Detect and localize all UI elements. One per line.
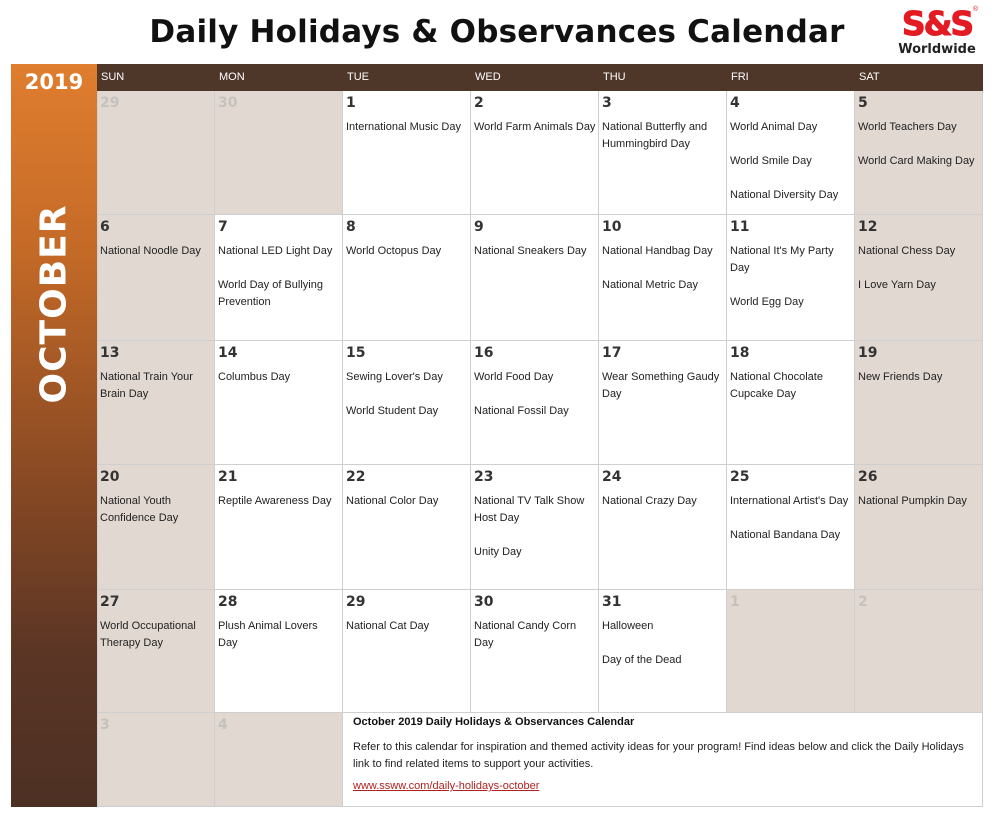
event-item: National Candy Corn Day: [474, 620, 577, 649]
day-number: 25: [730, 469, 750, 485]
event-item: World Food Day: [474, 371, 554, 383]
calendar-day-cell: [855, 465, 983, 590]
day-number: 29: [100, 95, 120, 111]
info-description: Refer to this calendar for inspiration and themed activity ideas for your program! Find ideas below and click the Daily Holidays link to find related items to support your activities.: [353, 741, 964, 770]
day-number: 17: [602, 345, 622, 361]
calendar-day-cell: [97, 91, 215, 215]
calendar-day-cell: [97, 590, 215, 713]
day-number: 23: [474, 469, 494, 485]
event-item: International Music Day: [346, 121, 461, 133]
day-number: 27: [100, 594, 120, 610]
day-number: 19: [858, 345, 878, 361]
event-item: National Chess Day: [858, 245, 956, 257]
event-item: National Butterfly and Hummingbird Day: [602, 121, 708, 150]
calendar-day-cell: [855, 91, 983, 215]
event-list: [346, 119, 468, 136]
event-item: National Train Your Brain Day: [100, 371, 193, 400]
day-number: 4: [218, 717, 228, 733]
event-item: National Crazy Day: [602, 495, 697, 507]
day-number: 20: [100, 469, 120, 485]
event-list: [346, 618, 468, 635]
calendar-day-cell: [599, 465, 727, 590]
calendar-day-cell: [215, 215, 343, 341]
calendar-day-cell: [97, 465, 215, 590]
event-list: [602, 369, 724, 403]
event-list: [474, 243, 596, 260]
event-item: National Youth Confidence Day: [100, 495, 179, 524]
event-list: [730, 493, 852, 544]
day-number: 13: [100, 345, 120, 361]
logo-subtitle: Worldwide: [898, 42, 976, 57]
event-item: Unity Day: [474, 546, 522, 558]
event-item: Sewing Lover's Day: [346, 371, 443, 383]
month-label: OCTOBER: [33, 204, 75, 404]
event-list: [100, 369, 212, 403]
event-item: National Metric Day: [602, 279, 698, 291]
calendar-day-cell: [215, 465, 343, 590]
day-number: 4: [730, 95, 740, 111]
weekday-sat: SAT: [859, 71, 880, 83]
day-number: 11: [730, 219, 750, 235]
weekday-wed: WED: [475, 71, 501, 83]
event-list: [602, 243, 724, 294]
calendar-day-cell: [471, 215, 599, 341]
event-list: [730, 119, 852, 204]
event-item: Plush Animal Lovers Day: [218, 620, 318, 649]
event-list: [218, 243, 340, 311]
event-item: National TV Talk Show Host Day: [474, 495, 585, 524]
day-number: 21: [218, 469, 238, 485]
brand-logo: [896, 4, 978, 62]
calendar-day-cell: [471, 465, 599, 590]
calendar-day-cell: [97, 713, 215, 807]
day-number: 6: [100, 219, 110, 235]
event-item: Reptile Awareness Day: [218, 495, 332, 507]
day-number: 16: [474, 345, 494, 361]
event-item: National Sneakers Day: [474, 245, 587, 257]
event-list: [858, 493, 980, 510]
event-item: National Noodle Day: [100, 245, 201, 257]
event-item: National LED Light Day: [218, 245, 333, 257]
event-item: World Egg Day: [730, 296, 804, 308]
event-list: [602, 493, 724, 510]
calendar-day-cell: [727, 215, 855, 341]
calendar-day-cell: [727, 341, 855, 465]
event-item: National Fossil Day: [474, 405, 569, 417]
calendar-day-cell: [343, 341, 471, 465]
month-sidebar: [11, 64, 97, 807]
calendar-day-cell: [855, 590, 983, 713]
event-item: Day of the Dead: [602, 654, 682, 666]
event-item: New Friends Day: [858, 371, 943, 383]
event-list: [474, 119, 596, 136]
calendar-day-cell: [855, 215, 983, 341]
day-number: 7: [218, 219, 228, 235]
day-number: 30: [474, 594, 494, 610]
logo-mark: S&S: [901, 4, 973, 43]
calendar-info-panel: [343, 713, 983, 807]
event-item: National Pumpkin Day: [858, 495, 967, 507]
event-item: World Card Making Day: [858, 155, 975, 167]
event-list: [346, 493, 468, 510]
year-label: 2019: [24, 70, 84, 94]
calendar-day-cell: [215, 590, 343, 713]
day-number: 14: [218, 345, 238, 361]
day-number: 3: [602, 95, 612, 111]
page-title: Daily Holidays & Observances Calendar: [149, 14, 845, 50]
calendar-day-cell: [343, 465, 471, 590]
logo-registered-mark: ®: [972, 6, 978, 13]
event-list: [346, 243, 468, 260]
event-item: World Smile Day: [730, 155, 812, 167]
day-number: 9: [474, 219, 484, 235]
day-number: 8: [346, 219, 356, 235]
weekday-sun: SUN: [101, 71, 125, 83]
event-item: Columbus Day: [218, 371, 291, 383]
event-item: World Farm Animals Day: [474, 121, 596, 133]
weekday-fri: FRI: [731, 71, 749, 83]
calendar-day-cell: [471, 341, 599, 465]
event-item: National Handbag Day: [602, 245, 713, 257]
calendar-day-cell: [599, 91, 727, 215]
calendar-day-cell: [727, 590, 855, 713]
day-number: 22: [346, 469, 366, 485]
event-list: [218, 618, 340, 652]
event-list: [100, 618, 212, 652]
event-list: [474, 369, 596, 420]
event-item: World Teachers Day: [858, 121, 957, 133]
day-number: 3: [100, 717, 110, 733]
event-item: I Love Yarn Day: [858, 279, 936, 291]
calendar-day-cell: [471, 91, 599, 215]
day-number: 10: [602, 219, 622, 235]
calendar-day-cell: [599, 341, 727, 465]
calendar-day-cell: [599, 215, 727, 341]
calendar-day-cell: [343, 215, 471, 341]
day-number: 2: [858, 594, 868, 610]
event-list: [474, 618, 596, 652]
calendar-day-cell: [215, 713, 343, 807]
day-number: 28: [218, 594, 238, 610]
info-title: October 2019 Daily Holidays & Observances Calendar: [353, 716, 635, 728]
event-item: Wear Something Gaudy Day: [602, 371, 720, 400]
day-number: 31: [602, 594, 622, 610]
event-list: [218, 369, 340, 386]
event-item: Halloween: [602, 620, 654, 632]
event-list: [858, 119, 980, 170]
calendar-day-cell: [343, 590, 471, 713]
day-number: 15: [346, 345, 366, 361]
event-list: [730, 243, 852, 311]
day-number: 1: [730, 594, 740, 610]
event-item: World Student Day: [346, 405, 439, 417]
calendar-day-cell: [343, 91, 471, 215]
daily-holidays-link[interactable]: www.ssww.com/daily-holidays-october: [353, 780, 540, 792]
event-list: [602, 618, 724, 669]
calendar-day-cell: [727, 91, 855, 215]
day-number: 5: [858, 95, 868, 111]
weekday-tue: TUE: [347, 71, 369, 83]
day-number: 12: [858, 219, 878, 235]
calendar-day-cell: [855, 341, 983, 465]
calendar-day-cell: [599, 590, 727, 713]
event-list: [218, 493, 340, 510]
calendar-day-cell: [471, 590, 599, 713]
event-item: National Diversity Day: [730, 189, 839, 201]
event-list: [730, 369, 852, 403]
event-list: [100, 243, 212, 260]
event-list: [858, 243, 980, 294]
weekday-thu: THU: [603, 71, 626, 83]
weekday-mon: MON: [219, 71, 245, 83]
event-item: National Color Day: [346, 495, 439, 507]
event-item: World Day of Bullying Prevention: [218, 279, 323, 308]
day-number: 2: [474, 95, 484, 111]
calendar-day-cell: [97, 341, 215, 465]
event-list: [100, 493, 212, 527]
event-list: [474, 493, 596, 561]
event-item: International Artist's Day: [730, 495, 849, 507]
weekday-header: [97, 64, 983, 91]
event-item: World Animal Day: [730, 121, 818, 133]
event-list: [602, 119, 724, 153]
calendar-day-cell: [97, 215, 215, 341]
event-item: National Bandana Day: [730, 529, 841, 541]
event-item: World Occupational Therapy Day: [100, 620, 196, 649]
day-number: 18: [730, 345, 750, 361]
calendar-day-cell: [215, 91, 343, 215]
event-list: [346, 369, 468, 420]
day-number: 30: [218, 95, 238, 111]
day-number: 1: [346, 95, 356, 111]
day-number: 29: [346, 594, 366, 610]
event-item: National Cat Day: [346, 620, 430, 632]
event-item: World Octopus Day: [346, 245, 442, 257]
calendar-day-cell: [727, 465, 855, 590]
event-item: National It's My Party Day: [730, 245, 834, 274]
day-number: 26: [858, 469, 878, 485]
event-item: National Chocolate Cupcake Day: [730, 371, 823, 400]
calendar-day-cell: [215, 341, 343, 465]
event-list: [858, 369, 980, 386]
day-number: 24: [602, 469, 622, 485]
